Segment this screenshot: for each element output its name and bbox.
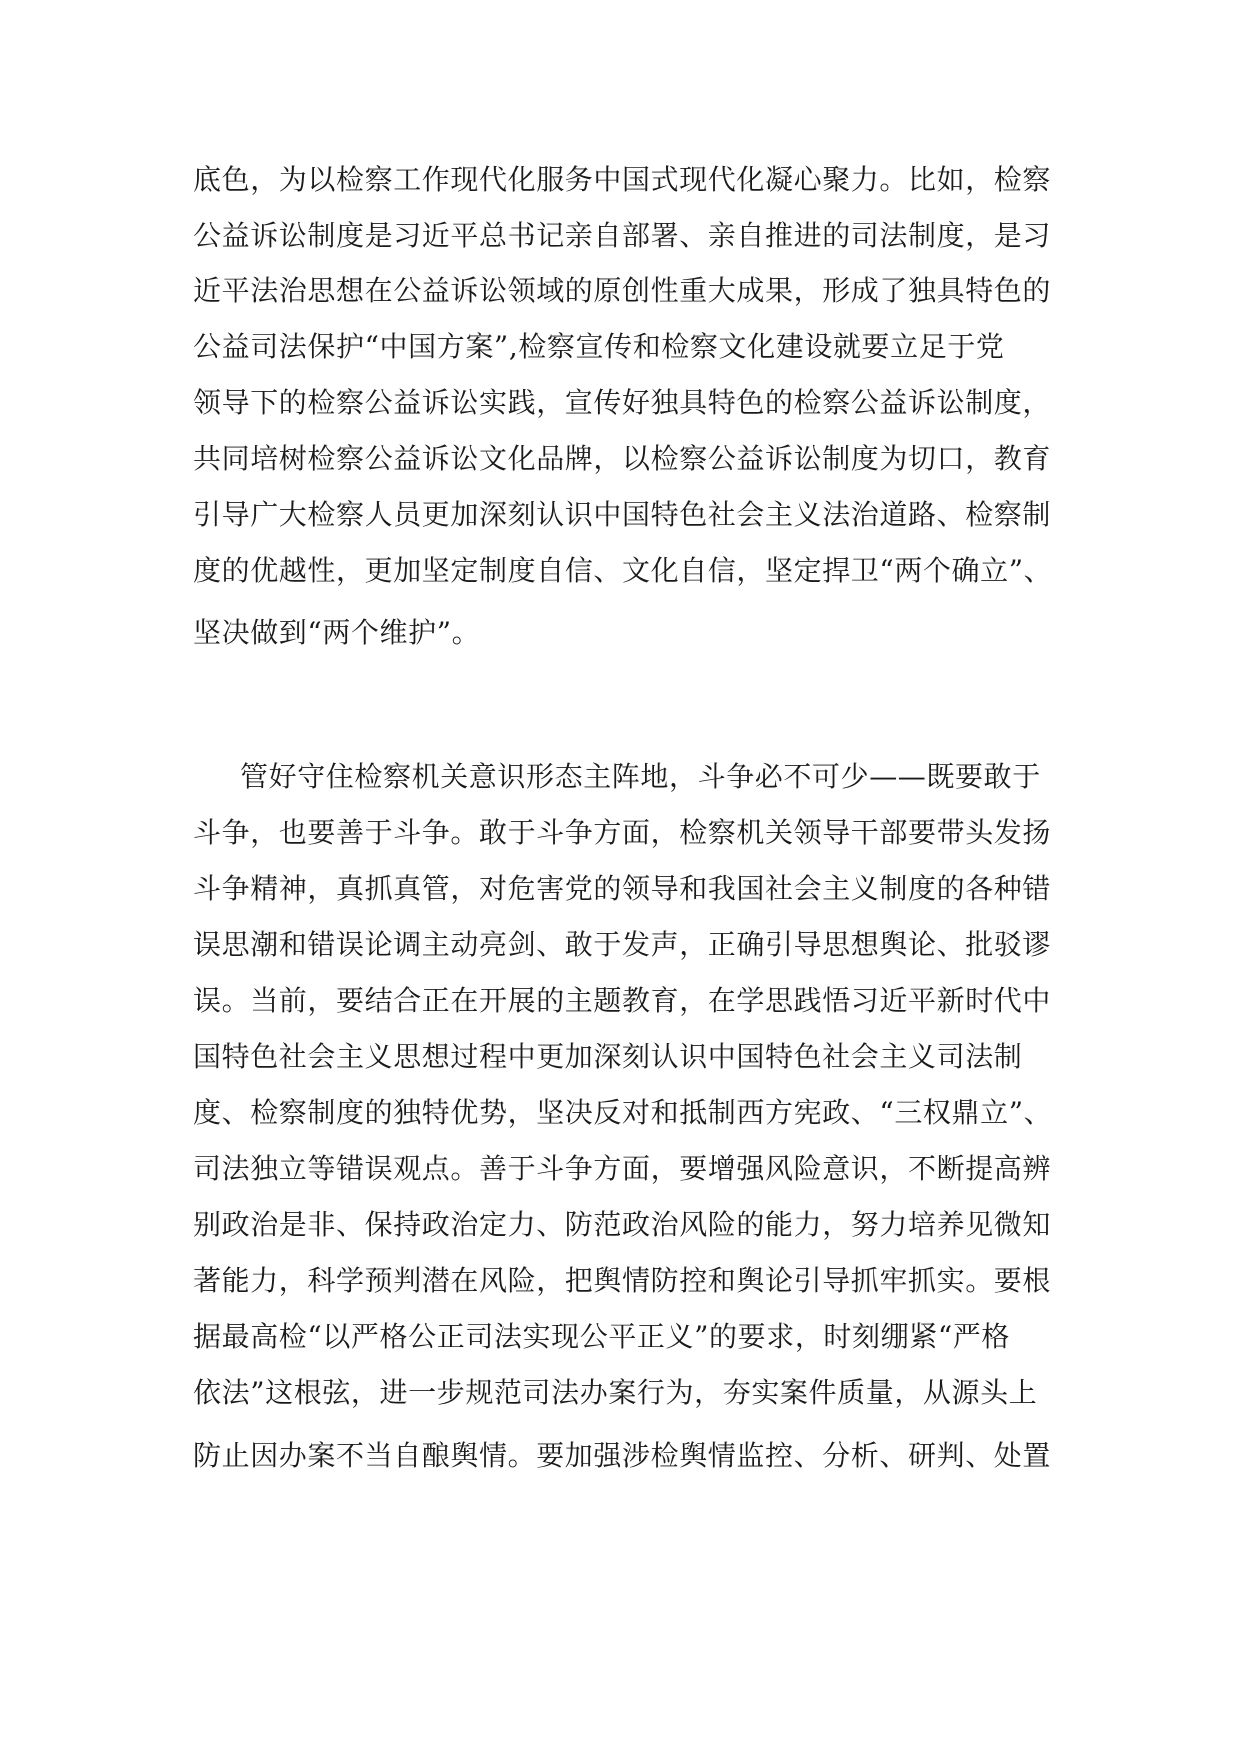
text-line: 别政治是非、保持政治定力、防范政治风险的能力，努力培养见微知 — [193, 1208, 1052, 1241]
text-line: 底色，为以检察工作现代化服务中国式现代化凝心聚力。比如，检察 — [193, 163, 1052, 196]
text-line: 司法独立等错误观点。善于斗争方面，要增强风险意识，不断提高辨 — [193, 1152, 1052, 1185]
text-line: 误。当前，要结合正在开展的主题教育，在学思践悟习近平新时代中 — [193, 984, 1052, 1017]
text-line: 共同培树检察公益诉讼文化品牌，以检察公益诉讼制度为切口，教育 — [193, 442, 1052, 475]
text-line: 据最高检“以严格公正司法实现公平正义”的要求，时刻绷紧“严格 — [193, 1320, 1010, 1353]
text-line: 领导下的检察公益诉讼实践，宣传好独具特色的检察公益诉讼制度， — [193, 386, 1052, 419]
text-line: 防止因办案不当自酿舆情。要加强涉检舆情监控、分析、研判、处置 — [193, 1439, 1052, 1472]
text-line: 近平法治思想在公益诉讼领域的原创性重大成果，形成了独具特色的 — [193, 274, 1052, 307]
text-line: 国特色社会主义思想过程中更加深刻认识中国特色社会主义司法制 — [193, 1040, 1023, 1073]
text-line: 斗争，也要善于斗争。敢于斗争方面，检察机关领导干部要带头发扬 — [193, 816, 1052, 849]
text-line: 度的优越性，更加坚定制度自信、文化自信，坚定捍卫“两个确立”、 — [193, 554, 1053, 587]
text-line: 引导广大检察人员更加深刻认识中国特色社会主义法治道路、检察制 — [193, 498, 1052, 531]
text-line: 斗争精神，真抓真管，对危害党的领导和我国社会主义制度的各种错 — [193, 872, 1052, 905]
text-line: 管好守住检察机关意识形态主阵地，斗争必不可少——既要敢于 — [240, 760, 1041, 793]
text-line: 公益司法保护“中国方案”,检察宣传和检察文化建设就要立足于党 — [193, 330, 1005, 363]
text-line: 公益诉讼制度是习近平总书记亲自部署、亲自推进的司法制度，是习 — [193, 219, 1052, 252]
text-line: 坚决做到“两个维护”。 — [193, 616, 481, 649]
text-line: 误思潮和错误论调主动亮剑、敢于发声，正确引导思想舆论、批驳谬 — [193, 928, 1052, 961]
text-line: 度、检察制度的独特优势，坚决反对和抵制西方宪政、“三权鼎立”、 — [193, 1096, 1053, 1129]
text-line: 依法”这根弦，进一步规范司法办案行为，夯实案件质量，从源头上 — [193, 1376, 1038, 1409]
text-line: 著能力，科学预判潜在风险，把舆情防控和舆论引导抓牢抓实。要根 — [193, 1264, 1052, 1297]
